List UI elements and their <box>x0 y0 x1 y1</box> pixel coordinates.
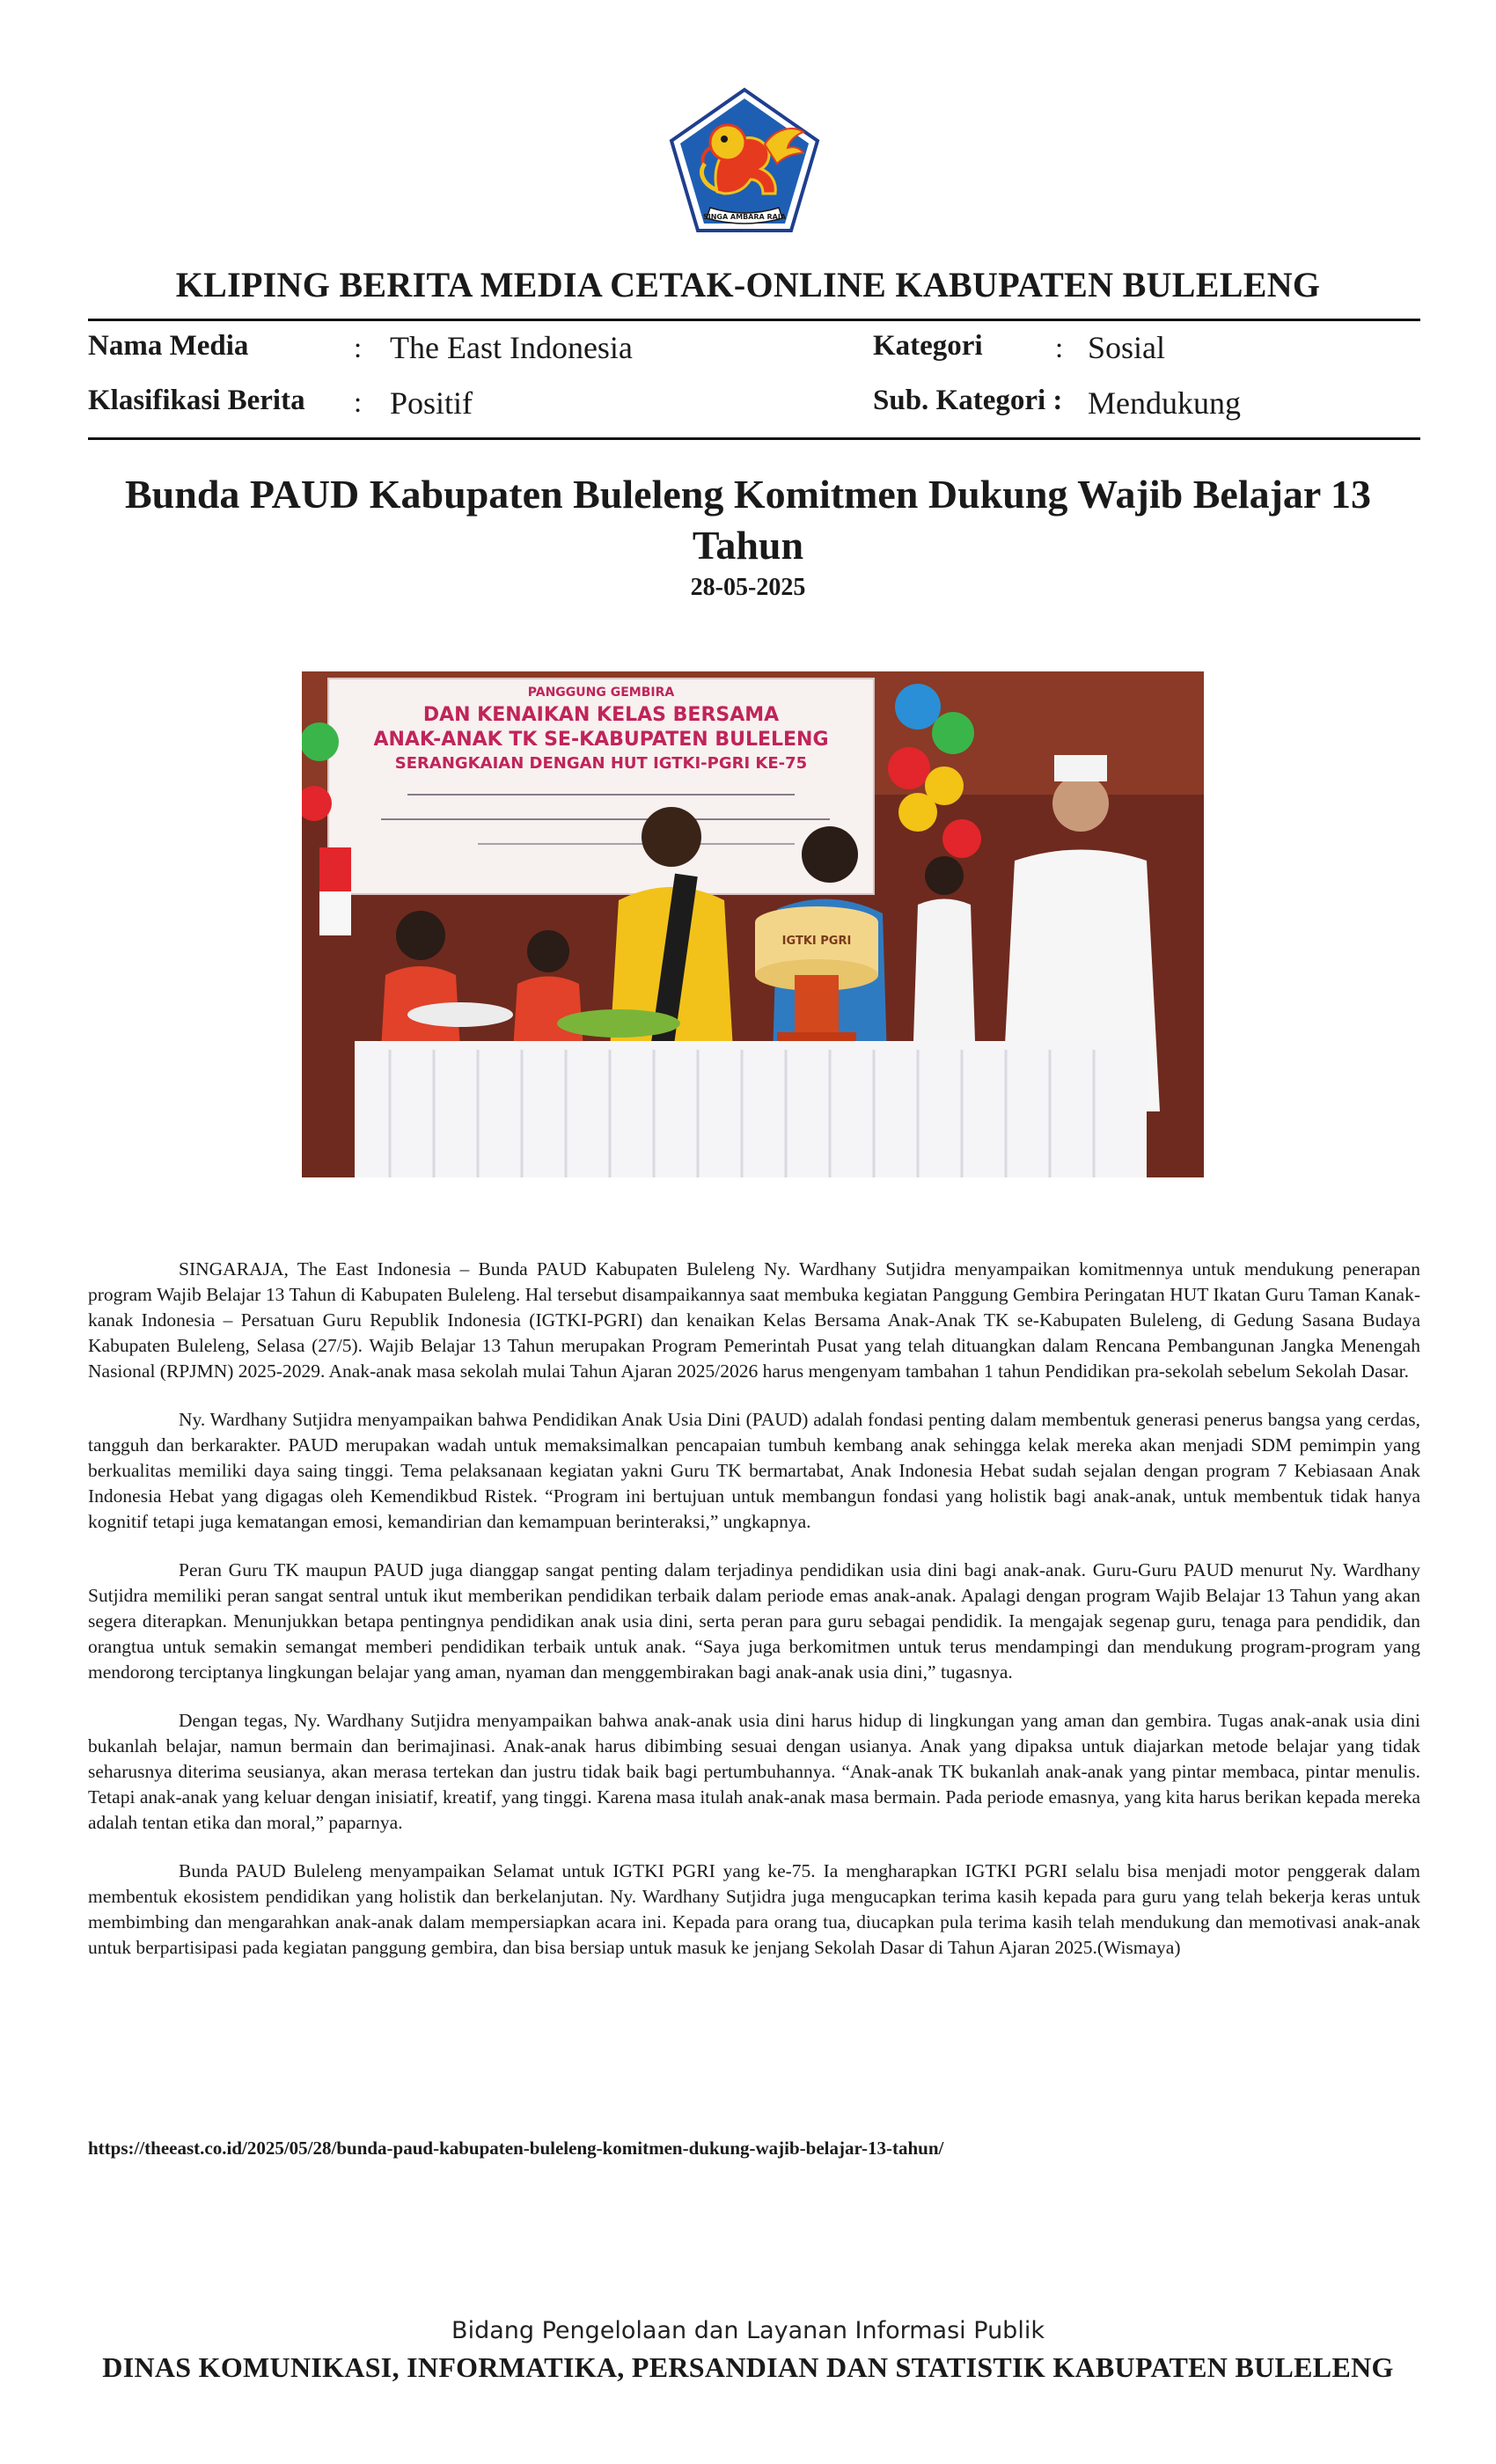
photo-banner-line4: SERANGKAIAN DENGAN HUT IGTKI-PGRI KE-75 <box>394 754 808 773</box>
article-photo <box>302 671 1204 1177</box>
classification-value: Positif <box>390 385 473 421</box>
article-paragraph: Peran Guru TK maupun PAUD juga dianggap sangat penting dalam terjadinya pendidikan usia dini bagi anak-anak. Guru-Guru PAUD menurut Ny. Wardhany Sutjidra memiliki peran sangat sentral untuk ikut memberikan pendidikan terbaik dalam periode emas anak-anak. Apalagi dengan program Wajib Belajar 13 Tahun yang akan segera diterapkan. Menunjukkan betapa pentingnya pendidikan anak usia dini, serta peran para guru sebagai pendidik. Ia mengajak segenap guru, tenaga para pendidik, dan orangtua untuk semakin semangat memberi pendidikan terbaik untuk anak. “Saya juga berkomitmen untuk terus mendampingi dan mendukung program-program yang mendorong terciptanya lingkungan belajar yang aman, nyaman dan menggembirakan bagi anak-anak usia dini,” tugasnya. <box>88 1559 1420 1683</box>
article-paragraph: Dengan tegas, Ny. Wardhany Sutjidra menyampaikan bahwa anak-anak usia dini harus hidup di lingkungan yang aman dan gembira. Tugas anak-anak usia dini bukanlah belajar, namun bermain dan berimajinasi. Anak-anak harus dibimbing sesuai dengan usianya. Anak yang dipaksa untuk diajarkan metode belajar yang tidak seharusnya diterima seusianya, akan merasa tertekan dan justru tidak baik bagi pertumbuhannya. “Anak-anak TK bukanlah anak-anak yang pintar membaca, pintar menulis. Tetapi anak-anak yang keluar dengan inisiatif, kreatif, yang tinggi. Karena masa itulah anak-anak masa bermain. Pada periode emasnya, yang kita harus berikan kepada mereka adalah tentan etika dan moral,” paparnya. <box>88 1710 1420 1833</box>
category-label: Kategori <box>873 330 983 362</box>
article-body <box>88 1257 1420 1984</box>
media-name-value: The East Indonesia <box>390 330 633 365</box>
media-name-label: Nama Media <box>88 330 249 362</box>
event-photo-illustration <box>302 671 1204 1177</box>
article-paragraph: SINGARAJA, The East Indonesia – Bunda PAUD Kabupaten Buleleng Ny. Wardhany Sutjidra menyampaikan komitmennya untuk mendukung penerapan program Wajib Belajar 13 Tahun di Kabupaten Buleleng. Hal tersebut disampaikannya saat membuka kegiatan Panggung Gembira Peringatan HUT Ikatan Guru Taman Kanak-kanak Indonesia – Persatuan Guru Republik Indonesia (IGTKI-PGRI) dan kenaikan Kelas Bersama Anak-Anak TK se-Kabupaten Buleleng, di Gedung Sasana Budaya Kabupaten Buleleng, Selasa (27/5). Wajib Belajar 13 Tahun merupakan Program Pemerintah Pusat yang telah dituangkan dalam Rencana Pembangunan Jangka Menengah Nasional (RPJMN) 2025-2029. Anak-anak masa sekolah mulai Tahun Ajaran 2025/2026 harus mengenyam tambahan 1 tahun Pendidikan pra-sekolah sebelum Sekolah Dasar. <box>88 1258 1420 1382</box>
article-paragraph: Bunda PAUD Buleleng menyampaikan Selamat untuk IGTKI PGRI yang ke-75. Ia mengharapkan IGTKI PGRI selalu bisa menjadi motor penggerak dalam membentuk ekosistem pendidikan yang holistik dan berkelanjutan. Ny. Wardhany Sutjidra juga mengucapkan terima kasih kepada para guru yang telah bekerja keras untuk membimbing dan mengarahkan anak-anak dalam mempersiapkan acara ini. Kepada para orang tua, diucapkan pula terima kasih telah mendukung dan memotivasi anak-anak untuk berpartisipasi pada kegiatan panggung gembira, dan bisa bersiap untuk masuk ke jenjang Sekolah Dasar di Tahun Ajaran 2025.(Wismaya) <box>88 1860 1420 1958</box>
classification-label: Klasifikasi Berita <box>88 385 305 416</box>
buleleng-emblem-logo <box>666 86 823 236</box>
article-title: Bunda PAUD Kabupaten Buleleng Komitmen Dukung Wajib Belajar 13 Tahun <box>124 472 1372 568</box>
category-colon: : <box>1055 333 1064 364</box>
article-date: 28-05-2025 <box>690 574 806 601</box>
photo-banner-line1: PANGGUNG GEMBIRA <box>527 686 675 700</box>
article-paragraph: Ny. Wardhany Sutjidra menyampaikan bahwa Pendidikan Anak Usia Dini (PAUD) adalah fondasi penting dalam membentuk generasi penerus bangsa yang cerdas, tangguh dan berkarakter. PAUD merupakan wadah untuk memaksimalkan pencapaian tumbuh kembang anak sehingga kelak mereka akan menjadi SDM pemimpin yang berkualitas memiliki daya saing tinggi. Tema pelaksanaan kegiatan yakni Guru TK bermartabat, Anak Indonesia Hebat sudah sejalan dengan program 7 Kebiasaan Anak Indonesia Hebat yang digagas oleh Kemendikbud Ristek. “Program ini bertujuan untuk membangun fondasi yang holistik bagi anak-anak, untuk membentuk tidak hanya kognitif tetapi juga kematangan emosi, kemandirian dan kemampuan berinteraksi,” ungkapnya. <box>88 1409 1420 1532</box>
footer-agency: DINAS KOMUNIKASI, INFORMATIKA, PERSANDIAN DAN STATISTIK KABUPATEN BULELENG <box>102 2351 1394 2383</box>
source-url-link[interactable]: https://theeast.co.id/2025/05/28/bunda-paud-kabupaten-buleleng-komitmen-dukung-wajib-belajar-13-tahun/ <box>88 2138 944 2159</box>
header-rule-bottom <box>88 437 1420 440</box>
category-value: Sosial <box>1088 330 1166 365</box>
subcategory-value: Mendukung <box>1088 385 1241 421</box>
photo-banner-line2: DAN KENAIKAN KELAS BERSAMA <box>422 704 780 726</box>
photo-banner-line3: ANAK-ANAK TK SE-KABUPATEN BULELENG <box>373 729 829 751</box>
emblem-motto: SINGA AMBARA RAJA <box>702 213 787 221</box>
header-rule-top <box>88 319 1420 321</box>
footer-division: Bidang Pengelolaan dan Layanan Informasi Publik <box>451 2317 1045 2344</box>
photo-cake-text: IGTKI PGRI <box>781 935 852 948</box>
media-name-colon: : <box>354 333 363 364</box>
clipping-banner-title: KLIPING BERITA MEDIA CETAK-ONLINE KABUPATEN BULELENG <box>175 265 1321 304</box>
singa-ambara-raja-emblem-icon <box>666 86 823 236</box>
subcategory-label: Sub. Kategori : <box>873 385 1063 416</box>
classification-colon: : <box>354 387 363 419</box>
